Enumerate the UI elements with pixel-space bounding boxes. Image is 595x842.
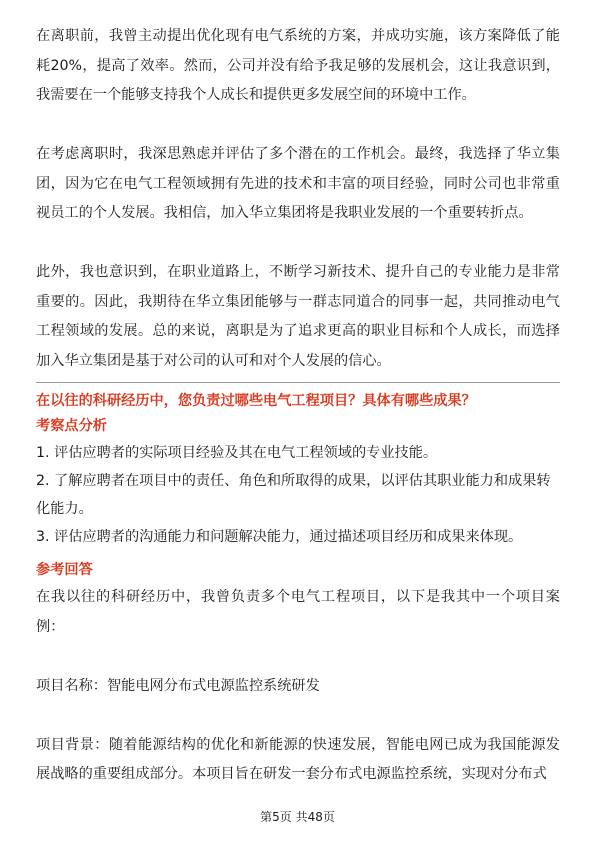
paragraph-gap <box>36 701 560 731</box>
paragraph-company-choice: 在考虑离职时，我深思熟虑并评估了多个潜在的工作机会。最终，我选择了华立集团，因为它在电气工程领域拥有先进的技术和丰富的项目经验，同时公司也非常重视员工的个人发展。我相信，加入华立集团将是我职业发展的一个重要转折点。 <box>36 146 560 221</box>
section-divider <box>36 382 560 383</box>
paragraph-gap <box>36 229 560 259</box>
paragraph-resignation-reason: 在离职前，我曾主动提出优化现有电气系统的方案，并成功实施，该方案降低了能耗20%，提高了效率。然而，公司并没有给予我足够的发展机会，这让我意识到，我需要在一个能够支持我个人成长和提供更多发展空间的环境中工作。 <box>36 28 560 103</box>
analysis-heading: 考察点分析 <box>36 418 107 434</box>
paragraph-gap <box>36 642 560 672</box>
paragraph-career-growth: 此外，我也意识到，在职业道路上，不断学习新技术、提升自己的专业能力是非常重要的。因此，我期待在华立集团能够与一群志同道合的同事一起，共同推动电气工程领域的发展。总的来说，离职是为了追求更高的职业目标和个人成长，而选择加入华立集团是基于对公司的认可和对个人发展的信心。 <box>36 264 560 369</box>
answer-project-name: 项目名称：智能电网分布式电源监控系统研发 <box>36 677 320 694</box>
interview-question: 在以往的科研经历中，您负责过哪些电气工程项目？具体有哪些成果？ <box>36 393 476 409</box>
paragraph-gap <box>36 111 560 141</box>
analysis-item: 1. 评估应聘者的实际项目经验及其在电气工程领域的专业技能。 <box>36 445 438 461</box>
answer-heading: 参考回答 <box>36 562 93 578</box>
answer-project-background: 项目背景：随着能源结构的优化和新能源的快速发展，智能电网已成为我国能源发展战略的重要组成部分。本项目旨在研发一套分布式电源监控系统，实现对分布式 <box>36 736 560 782</box>
analysis-item: 3. 评估应聘者的沟通能力和问题解决能力，通过描述项目经历和成果来体现。 <box>36 529 523 545</box>
page-number: 第5页 共48页 <box>260 810 335 824</box>
document-body <box>36 22 560 790</box>
analysis-item: 2. 了解应聘者在项目中的责任、角色和所取得的成果，以评估其职业能力和成果转化能力。 <box>36 473 551 517</box>
answer-intro: 在我以往的科研经历中，我曾负责多个电气工程项目，以下是我其中一个项目案例： <box>36 589 560 635</box>
